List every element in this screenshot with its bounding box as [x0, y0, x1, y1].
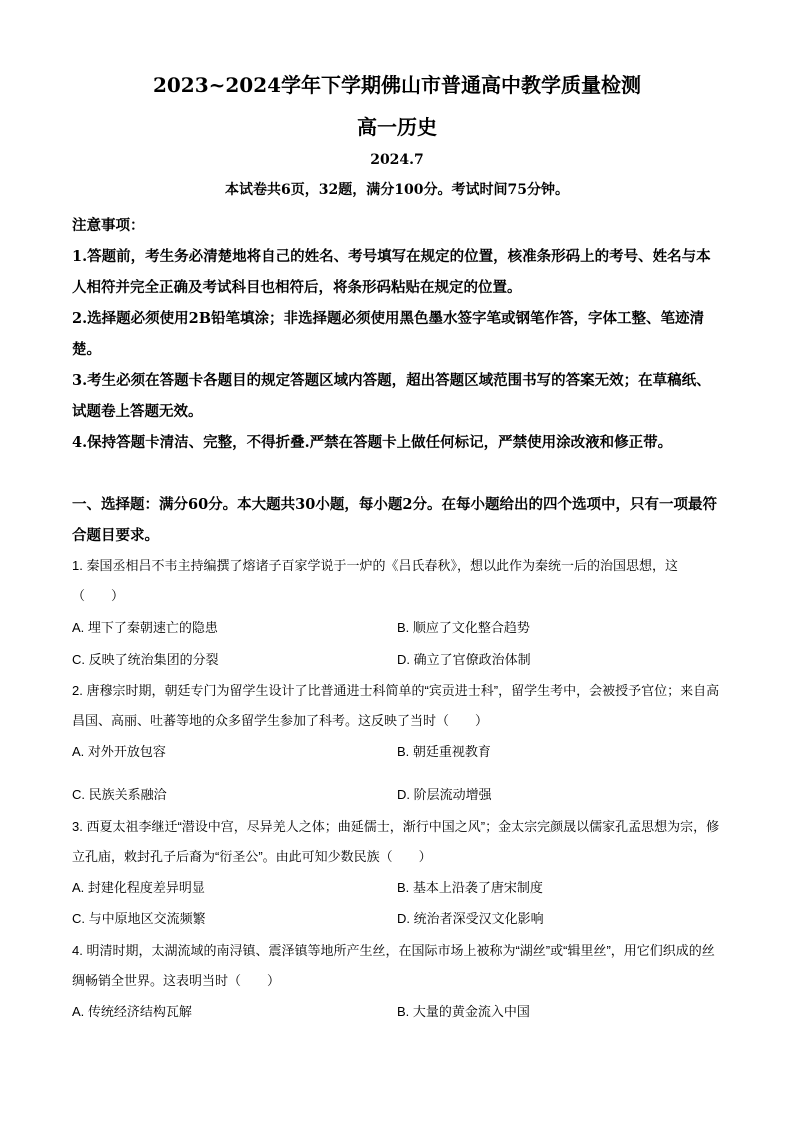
question-1-stem: 1. 秦国丞相吕不韦主持编撰了熔诸子百家学说于一炉的《吕氏春秋》，想以此作为秦统一后的治国思想，这（ ） [72, 558, 678, 603]
exam-info: 本试卷共6页，32题，满分100分。考试时间75分钟。 [225, 182, 569, 198]
note-item-3: 3.考生必须在答题卡各题目的规定答题区域内答题，超出答题区域范围书写的答案无效；在草稿纸、试题卷上答题无效。 [72, 372, 711, 420]
question-1-option-c: C. 反映了统治集团的分裂 [72, 652, 219, 667]
question-2-option-a: A. 对外开放包容 [72, 744, 166, 759]
question-4-option-b: B. 大量的黄金流入中国 [397, 1004, 530, 1019]
note-item-4: 4.保持答题卡清洁、完整，不得折叠.严禁在答题卡上做任何标记，严禁使用涂改液和修正带。 [72, 434, 673, 451]
question-4-option-a: A. 传统经济结构瓦解 [72, 1004, 192, 1019]
note-item-2: 2.选择题必须使用2B铅笔填涂；非选择题必须使用黑色墨水签字笔或钢笔作答，字体工整、笔迹清楚。 [72, 310, 704, 358]
note-item-1: 1.答题前，考生务必清楚地将自己的姓名、考号填写在规定的位置，核准条形码上的考号、姓名与本人相符并完全正确及考试科目也相符后，将条形码粘贴在规定的位置。 [72, 248, 711, 296]
question-1-option-b: B. 顺应了文化整合趋势 [397, 620, 530, 635]
question-1-option-a: A. 埋下了秦朝速亡的隐患 [72, 620, 218, 635]
notes-heading: 注意事项： [72, 217, 145, 234]
question-2-option-c: C. 民族关系融洽 [72, 787, 167, 802]
exam-date: 2024.7 [370, 152, 424, 168]
question-3-option-c: C. 与中原地区交流频繁 [72, 911, 206, 926]
question-4-stem: 4. 明清时期，太湖流域的南浔镇、震泽镇等地所产生丝，在国际市场上被称为“湖丝”或“辑里丝”，用它们织成的丝绸畅销全世界。这表明当时（ ） [72, 943, 715, 988]
question-3-stem: 3. 西夏太祖李继迁“潜设中宫，尽异羌人之体；曲延儒士，渐行中国之风”；金太宗完颜晟以儒家孔孟思想为宗，修立孔庙，敕封孔子后裔为“衍圣公”。由此可知少数民族（ ） [72, 819, 720, 864]
question-2-stem: 2. 唐穆宗时期，朝廷专门为留学生设计了比普通进士科简单的“宾贡进士科”，留学生考中，会被授予官位；来自高昌国、高丽、吐蕃等地的众多留学生参加了科考。这反映了当时（ ） [72, 683, 720, 728]
question-2-option-d: D. 阶层流动增强 [397, 787, 492, 802]
section-heading: 一、选择题：满分60分。本大题共30小题，每小题2分。在每小题给出的四个选项中，只有一项最符合题目要求。 [72, 496, 717, 544]
question-1-option-d: D. 确立了官僚政治体制 [397, 652, 531, 667]
exam-subject: 高一历史 [357, 115, 437, 139]
question-3-option-a: A. 封建化程度差异明显 [72, 880, 205, 895]
question-3-option-d: D. 统治者深受汉文化影响 [397, 911, 544, 926]
question-3-option-b: B. 基本上沿袭了唐宋制度 [397, 880, 543, 895]
exam-title: 2023~2024学年下学期佛山市普通高中教学质量检测 [152, 73, 642, 97]
question-2-option-b: B. 朝廷重视教育 [397, 744, 491, 759]
